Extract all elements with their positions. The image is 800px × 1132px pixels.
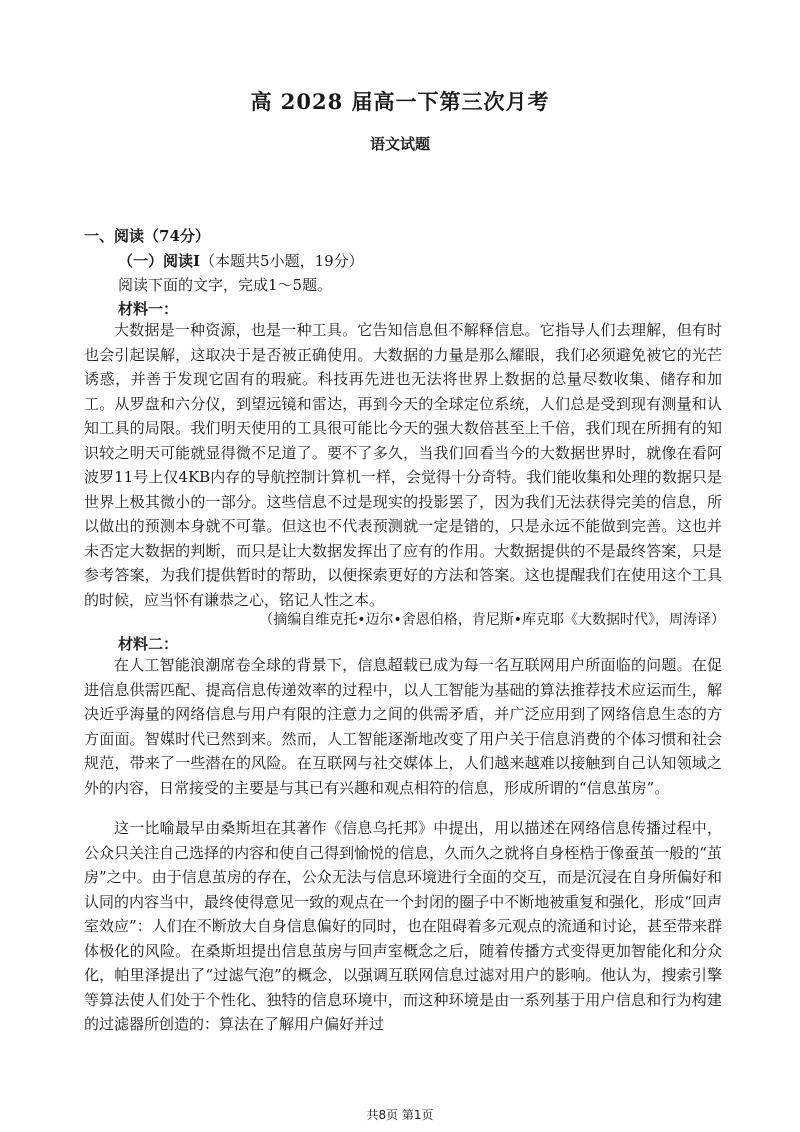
material1-source: （摘编自维克托•迈尔•舍恩伯格，肯尼斯•库克耶《大数据时代》，周涛译）: [259, 612, 725, 628]
section-heading: 一、阅读（74分）: [84, 227, 210, 245]
material2-paragraph-2: 这一比喻最早由桑斯坦在其著作《信息乌托邦》中提出，用以描述在网络信息传播过程中，公众只关注自己选择的内容和使自己得到愉悦的信息，久而久之就将自身桎梏于像蚕茧一般的“茧房”之中。由于信息茧房的存在，公众无法与信息环境进行全面的交互，而是沉浸在自身所偏好和认同的内容当中，最终使得意见一致的观点在一个封闭的圈子中不断地被重复和强化，形成“回声室效应”：人们在不断放大自身信息偏好的同时，也在阻碍着多元观点的流通和讨论，甚至带来群体极化的风险。在桑斯坦提出信息茧房与回声室概念之后，随着传播方式变得更加智能化和分众化，帕里泽提出了“过滤气泡”的概念，以强调互联网信息过滤对用户的影响。他认为，搜索引擎等算法使人们处于个性化、独特的信息环境中，而这种环境是由一系列基于用户信息和行为构建的过滤器所创造的：算法在了解用户偏好并过: [84, 819, 722, 1033]
material1-label: 材料一：: [118, 300, 179, 318]
exam-subtitle: 语文试题: [369, 135, 430, 153]
material2-paragraph-1: 在人工智能浪潮席卷全球的背景下，信息超载已成为每一名互联网用户所面临的问题。在促进信息供需匹配、提高信息传递效率的过程中，以人工智能为基础的算法推荐技术应运而生，解决近乎海量的网络信息与用户有限的注意力之间的供需矛盾，并广泛应用到了网络信息生态的方方面面。智媒时代已然到来。然而，人工智能逐渐地改变了用户关于信息消费的个体习惯和社会规范，带来了一些潜在的风险。在互联网与社交媒体上，人们越来越难以接触到自己认知领域之外的内容，日常接受的主要是与其已有兴趣和观点相符的信息，形成所谓的“信息茧房”。: [84, 656, 722, 797]
part-heading: [118, 250, 364, 271]
reading-instruction: 阅读下面的文字，完成1～5题。: [118, 276, 333, 294]
part-note: （本题共5小题，19分）: [200, 252, 364, 270]
part-label: （一）阅读Ⅰ: [118, 252, 201, 270]
material1-paragraph: 大数据是一种资源，也是一种工具。它告知信息但不解释信息。它指导人们去理解，但有时也会引起误解，这取决于是否被正确使用。大数据的力量是那么耀眼，我们必须避免被它的光芒诱惑，并善于发现它固有的瑕疵。科技再先进也无法将世界上数据的总量尽数收集、储存和加工。从罗盘和六分仪，到望远镜和雷达，再到今天的全球定位系统，人们总是受到现有测量和认知工具的局限。我们明天使用的工具很可能比今天的强大数倍甚至上千倍，我们现在所拥有的知识较之明天可能就显得微不足道了。要不了多久，当我们回看当今的大数据世界时，就像在看阿波罗11号上仅4KB内存的导航控制计算机一样，会觉得十分奇特。我们能收集和处理的数据只是世界上极其微小的一部分。这些信息不过是现实的投影罢了，因为我们无法获得完美的信息，所以做出的预测本身就不可靠。但这也不代表预测就一定是错的，只是永远不能做到完善。这也并未否定大数据的判断，而只是让大数据发挥出了应有的作用。大数据提供的不是最终答案，只是参考答案，为我们提供暂时的帮助，以便探索更好的方法和答案。这也提醒我们在使用这个工具的时候，应当怀有谦恭之心，铭记人性之本。: [84, 321, 722, 609]
page-footer: 共8页 第1页: [366, 1108, 434, 1122]
material2-label: 材料二：: [118, 635, 179, 653]
exam-title: 高 2028 届高一下第三次月考: [250, 89, 550, 114]
